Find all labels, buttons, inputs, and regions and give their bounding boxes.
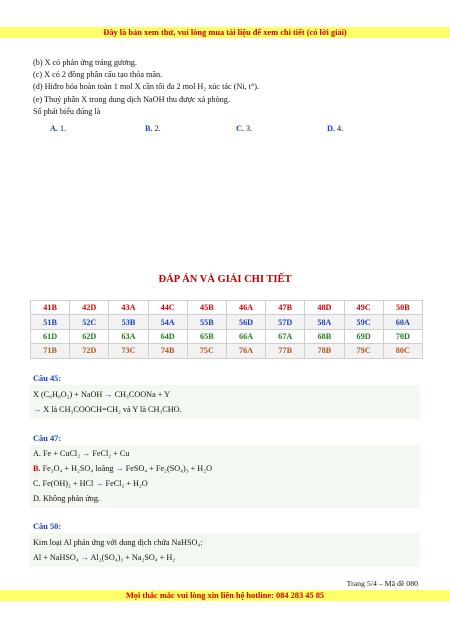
solution-line: B. Fe₃O₄ + H₂SO₄ loãng → FeSO₄ + Fe₂(SO₄)₃ + H₂O — [33, 464, 212, 473]
preview-banner: Đây là bản xem thử, vui lòng mua tài liệu để xem chi tiết (có lời giải) — [0, 27, 450, 38]
solution-line: D. Không phản ứng. — [33, 494, 100, 503]
arrow-icon: → — [80, 553, 89, 562]
answer-cell: 43A — [109, 301, 148, 315]
arrow-icon: → — [33, 405, 42, 414]
answer-cell: 48D — [305, 301, 344, 315]
solution-line: X (C₆H₈O₂) + NaOH → CH₃COONa + Y — [33, 390, 171, 399]
answer-cell: 50B — [383, 301, 422, 315]
page-number: Trang 5/4 – Mã đề 080 — [346, 579, 418, 588]
question-45-solution — [30, 385, 420, 419]
answer-row — [31, 344, 423, 358]
answer-cell: 66A — [226, 329, 265, 343]
solution-line: A. Fe + CuCl₂ → FeCl₂ + Cu — [33, 449, 130, 458]
solution-line: Kim loại Al phản ứng với dung dịch chứa NaHSO₄: — [33, 538, 203, 547]
answer-cell: 73C — [109, 344, 148, 358]
answer-cell: 45B — [187, 301, 226, 315]
answer-cell: 80C — [383, 344, 422, 358]
answer-cell: 64D — [148, 329, 187, 343]
answer-row — [31, 329, 423, 343]
option-c: C. 3. — [236, 124, 253, 133]
question-50-solution — [30, 533, 420, 567]
option-a: A. 1. — [50, 124, 67, 133]
answer-row — [31, 301, 423, 315]
option-d: D. 4. — [327, 124, 344, 133]
answer-cell: 69D — [344, 329, 383, 343]
arrow-icon: → — [115, 464, 124, 473]
answer-cell: 79C — [344, 344, 383, 358]
question-prompt: Số phát biểu đúng là — [33, 107, 101, 116]
arrow-icon: → — [95, 479, 104, 488]
answer-cell: 55B — [187, 315, 226, 329]
answer-cell: 68B — [305, 329, 344, 343]
answer-cell: 51B — [31, 315, 70, 329]
answer-cell: 49C — [344, 301, 383, 315]
statement-b: (b) X có phản ứng tráng gương. — [33, 58, 137, 67]
solution-line: → X là CH₃COOCH=CH₂ và Y là CH₃CHO. — [33, 405, 182, 414]
answer-cell: 76A — [226, 344, 265, 358]
question-47-title: Câu 47: — [33, 434, 62, 443]
answer-cell: 47B — [266, 301, 305, 315]
answer-cell: 77B — [266, 344, 305, 358]
solution-line: Al + NaHSO₄ → Al₂(SO₄)₃ + Na₂SO₄ + H₂ — [33, 553, 176, 562]
question-45-title: Câu 45: — [33, 374, 62, 383]
answer-row — [31, 315, 423, 329]
answer-cell: 60A — [383, 315, 422, 329]
answer-cell: 54A — [148, 315, 187, 329]
answer-cell: 71B — [31, 344, 70, 358]
answer-cell: 56D — [226, 315, 265, 329]
answer-cell: 62D — [70, 329, 109, 343]
answer-section-title: ĐÁP ÁN VÀ GIẢI CHI TIẾT — [158, 274, 292, 285]
answer-options — [50, 123, 430, 134]
answer-cell: 72D — [70, 344, 109, 358]
hotline-banner: Mọi thắc mắc vui lòng xin liên hệ hotline: 084 283 45 85 — [0, 590, 450, 601]
answer-cell: 52C — [70, 315, 109, 329]
answer-cell: 78B — [305, 344, 344, 358]
question-47-solution — [30, 445, 420, 508]
answer-cell: 41B — [31, 301, 70, 315]
answer-cell: 58A — [305, 315, 344, 329]
answer-cell: 61D — [31, 329, 70, 343]
answer-cell: 70D — [383, 329, 422, 343]
arrow-icon: → — [82, 449, 91, 458]
answer-cell: 42D — [70, 301, 109, 315]
answer-cell: 44C — [148, 301, 187, 315]
answer-cell: 65B — [187, 329, 226, 343]
answer-cell: 75C — [187, 344, 226, 358]
answer-cell: 59C — [344, 315, 383, 329]
answer-cell: 46A — [226, 301, 265, 315]
statement-e: (e) Thuỷ phân X trong dung dịch NaOH thu được xà phòng. — [33, 95, 230, 104]
arrow-icon: → — [104, 390, 113, 399]
option-b: B. 2. — [145, 124, 161, 133]
solution-line: C. Fe(OH)₂ + HCl → FeCl₂ + H₂O — [33, 479, 148, 488]
question-50-title: Câu 50: — [33, 522, 62, 531]
answer-key-table — [30, 300, 423, 359]
statement-c: (c) X có 2 đồng phân cấu tạo thỏa mãn. — [33, 70, 163, 79]
answer-cell: 74B — [148, 344, 187, 358]
answer-cell: 57D — [266, 315, 305, 329]
answer-cell: 67A — [266, 329, 305, 343]
answer-cell: 63A — [109, 329, 148, 343]
statement-d: (d) Hiđro hóa hoàn toàn 1 mol X cần tối đa 2 mol H₂ xúc tác (Ni, t°). — [33, 82, 259, 91]
answer-cell: 53B — [109, 315, 148, 329]
